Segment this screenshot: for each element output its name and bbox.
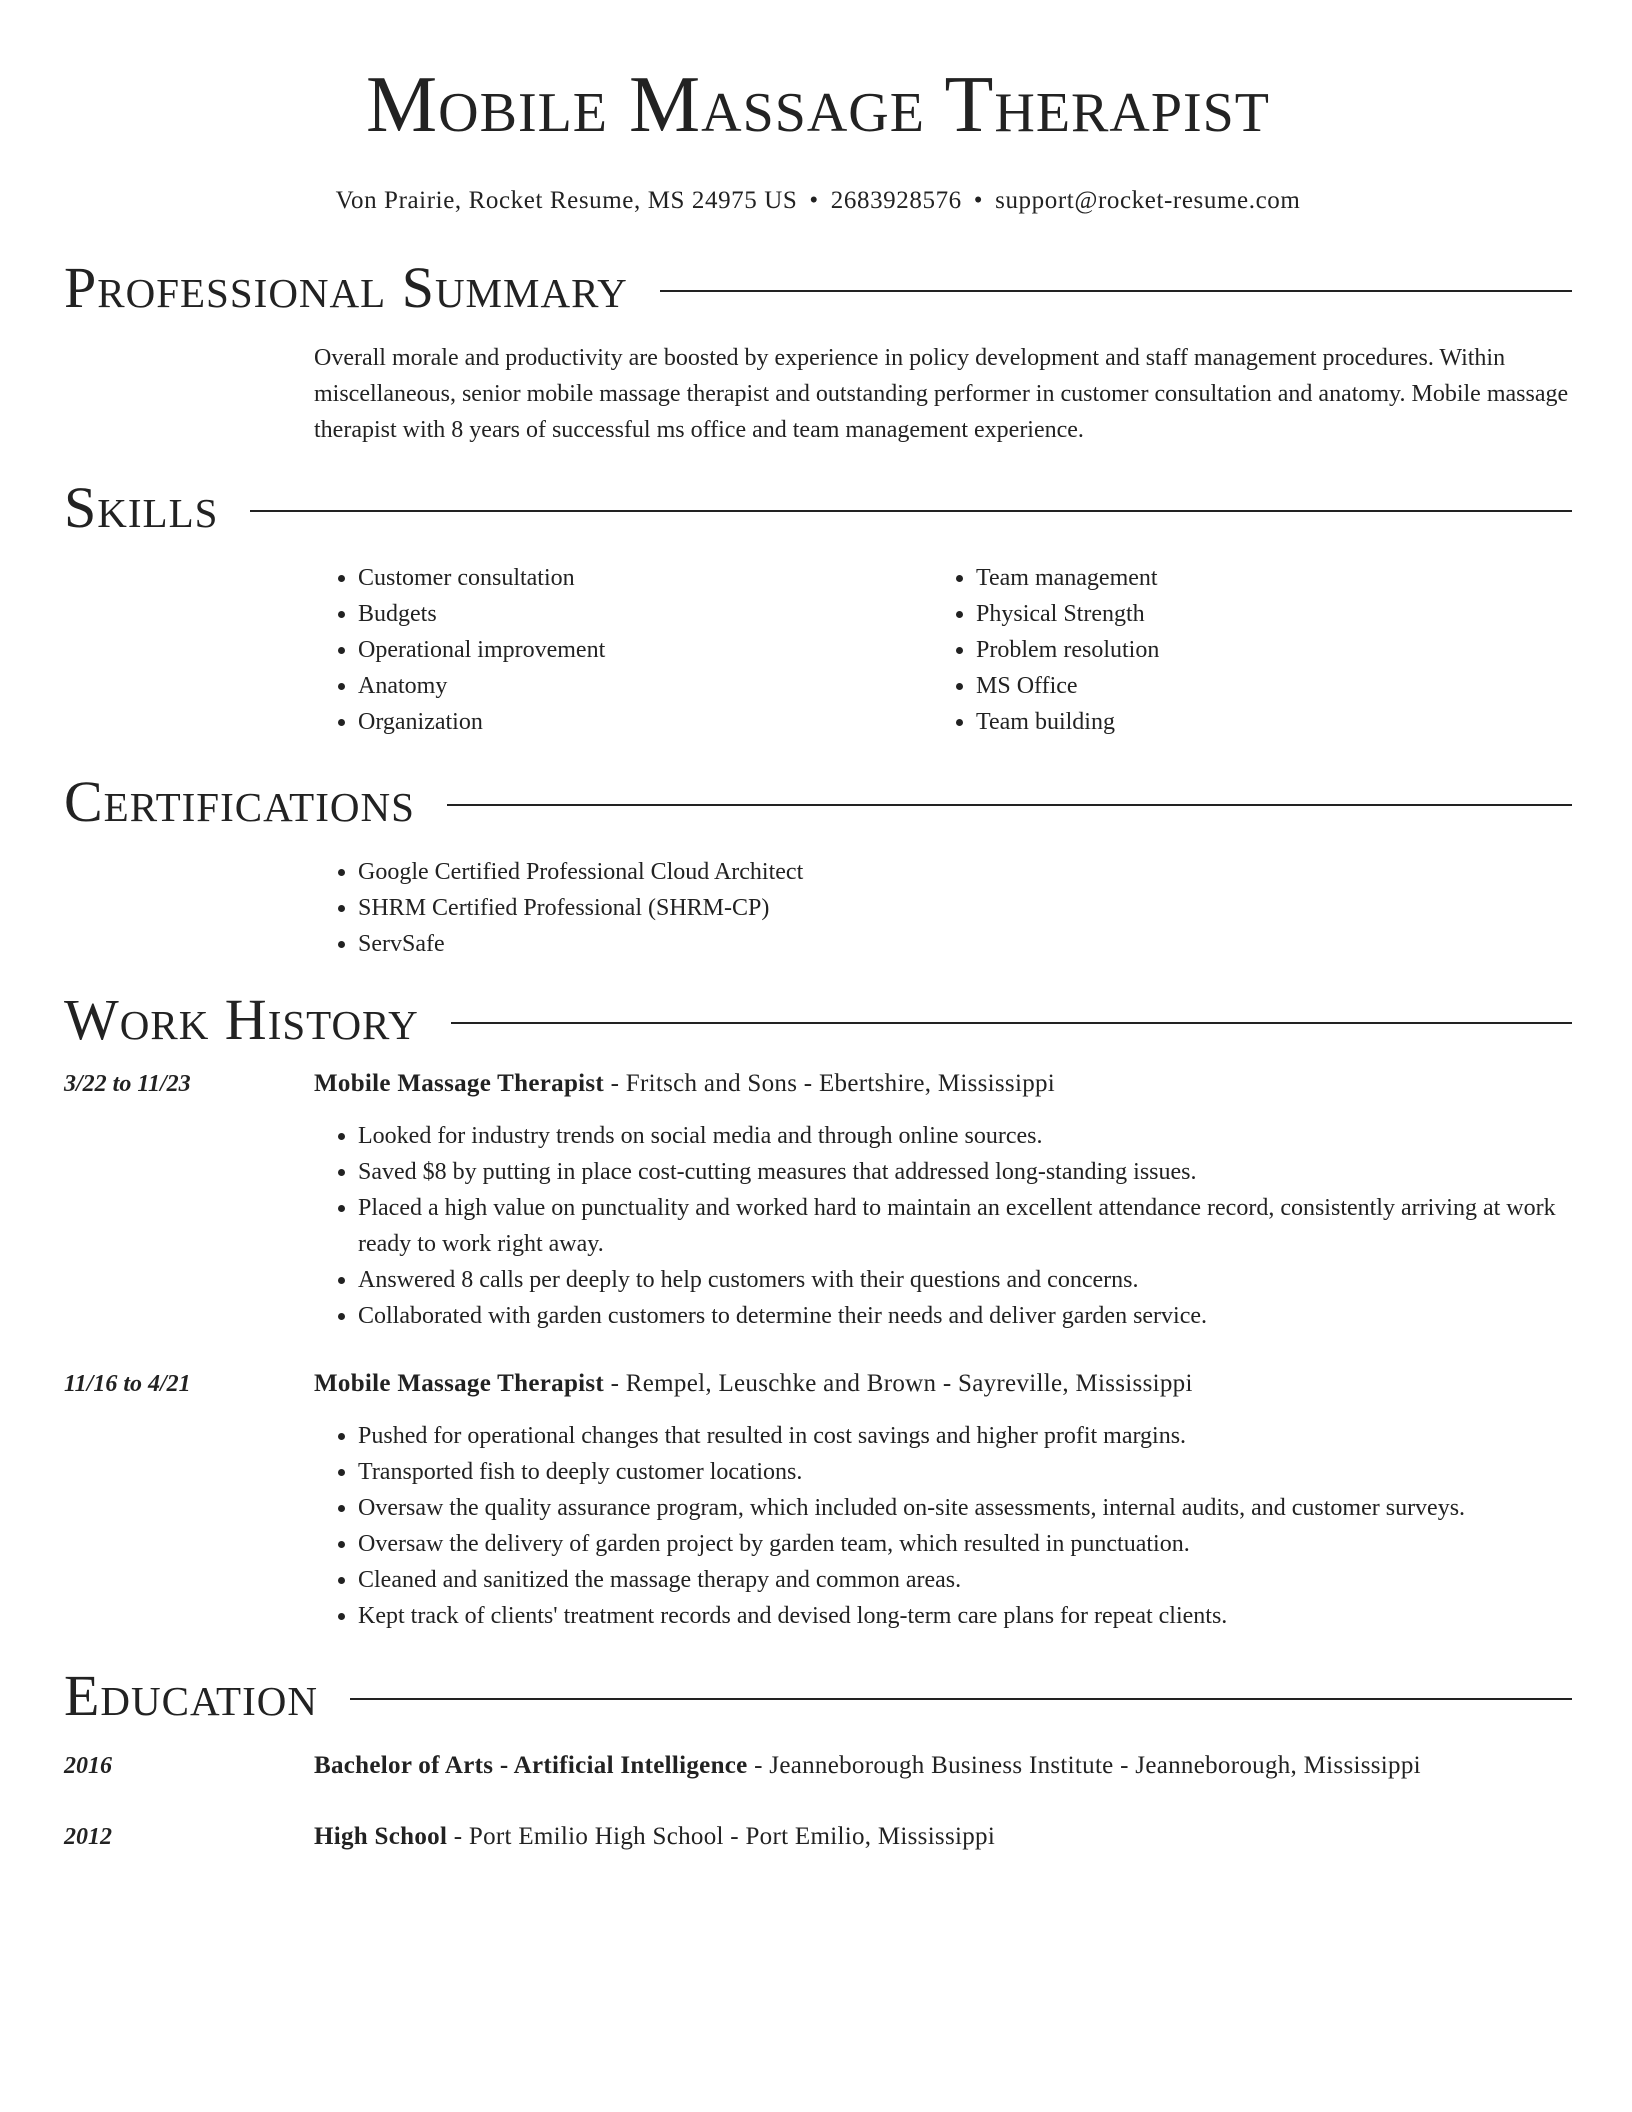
job-dates: 11/16 to 4/21 [64,1371,191,1397]
job-bullet: • Oversaw the quality assurance program, which included on-site assessments, internal audits, and customer surveys. [358,1490,1572,1526]
education-entry [64,1819,1572,1855]
skill-item: • Operational improvement [358,632,932,668]
section-heading: Work History [64,987,419,1052]
contact-separator: • [973,187,984,214]
resume-name: Mobile Massage Therapist [366,61,1270,149]
skill-item: • Anatomy [358,668,932,704]
job-title: Mobile Massage Therapist [314,1070,605,1097]
summary-block [314,340,1572,448]
skill-item: • MS Office [976,668,1550,704]
job-bullet: • Oversaw the delivery of garden project by garden team, which resulted in punctuation. [358,1526,1572,1562]
job-employer: - Rempel, Leuschke and Brown - Sayreville, Mississippi [604,1370,1193,1397]
section-divider [350,1698,1572,1700]
job-dates: 3/22 to 11/23 [64,1071,191,1097]
job-employer: - Fritsch and Sons - Ebertshire, Mississippi [604,1070,1056,1097]
certifications-block [314,854,1572,962]
section-heading: Skills [64,475,219,540]
section-skills-header [64,476,1572,540]
education-degree: High School [314,1823,448,1850]
contact-line [64,186,1572,216]
certification-item: • ServSafe [358,926,1572,962]
job-entry [64,1366,1572,1634]
contact-phone: 2683928576 [830,187,962,214]
job-title: Mobile Massage Therapist [314,1370,605,1397]
job-bullet: • Kept track of clients' treatment records and devised long-term care plans for repeat clients. [358,1598,1572,1634]
education-line [314,1748,1572,1784]
certification-item: • Google Certified Professional Cloud Architect [358,854,1572,890]
job-bullet: • Looked for industry trends on social media and through online sources. [358,1118,1572,1154]
section-certifications-header [64,770,1572,834]
skill-item: • Customer consultation [358,560,932,596]
education-degree: Bachelor of Arts - Artificial Intelligence [314,1752,748,1779]
job-bullet: • Pushed for operational changes that resulted in cost savings and higher profit margins. [358,1418,1572,1454]
education-year: 2016 [64,1753,112,1779]
section-education-header [64,1664,1572,1728]
contact-email[interactable]: support@rocket-resume.com [995,187,1301,214]
summary-text: Overall morale and productivity are boosted by experience in policy development and staff management procedures. Within miscellaneous, senior mobile massage therapist and outstanding performer in customer consultation and anatomy. Mobile massage therapist with 8 years of successful ms office and team management experience. [314,345,1569,443]
education-entry [64,1748,1572,1784]
job-title-line [314,1066,1572,1102]
job-title-line [314,1366,1572,1402]
section-work-header [64,988,1572,1052]
contact-separator: • [809,187,819,214]
job-bullet: • Saved $8 by putting in place cost-cutting measures that addressed long-standing issues. [358,1154,1572,1190]
skill-item: • Team management [976,560,1550,596]
job-bullets [314,1118,1572,1334]
job-entry [64,1066,1572,1334]
skills-column-right [932,560,1550,740]
job-bullet: • Transported fish to deeply customer locations. [358,1454,1572,1490]
section-divider [660,290,1572,292]
skills-grid [314,560,1572,740]
skill-item: • Organization [358,704,932,740]
job-bullet: • Answered 8 calls per deeply to help customers with their questions and concerns. [358,1262,1572,1298]
skill-item: • Physical Strength [976,596,1550,632]
job-bullet: • Cleaned and sanitized the massage therapy and common areas. [358,1562,1572,1598]
certification-item: • SHRM Certified Professional (SHRM-CP) [358,890,1572,926]
section-divider [451,1022,1572,1024]
section-summary-header [64,256,1572,320]
education-year: 2012 [64,1824,112,1850]
education-school: - Jeanneborough Business Institute - Jeanneborough, Mississippi [747,1752,1421,1779]
section-heading: Professional Summary [64,255,628,320]
section-heading: Certifications [64,769,415,834]
job-bullet: • Collaborated with garden customers to determine their needs and deliver garden service. [358,1298,1572,1334]
skills-column-left [314,560,932,740]
section-divider [447,804,1572,806]
resume-page [64,0,1572,1855]
skill-item: • Budgets [358,596,932,632]
job-bullets [314,1418,1572,1634]
job-bullet: • Placed a high value on punctuality and worked hard to maintain an excellent attendance record, consistently arriving at work ready to work right away. [358,1190,1572,1262]
section-heading: Education [64,1663,318,1728]
education-line [314,1819,1572,1855]
skill-item: • Team building [976,704,1550,740]
contact-address: Von Prairie, Rocket Resume, MS 24975 US [335,187,798,214]
skill-item: • Problem resolution [976,632,1550,668]
section-divider [250,510,1572,512]
education-school: - Port Emilio High School - Port Emilio, Mississippi [447,1823,996,1850]
